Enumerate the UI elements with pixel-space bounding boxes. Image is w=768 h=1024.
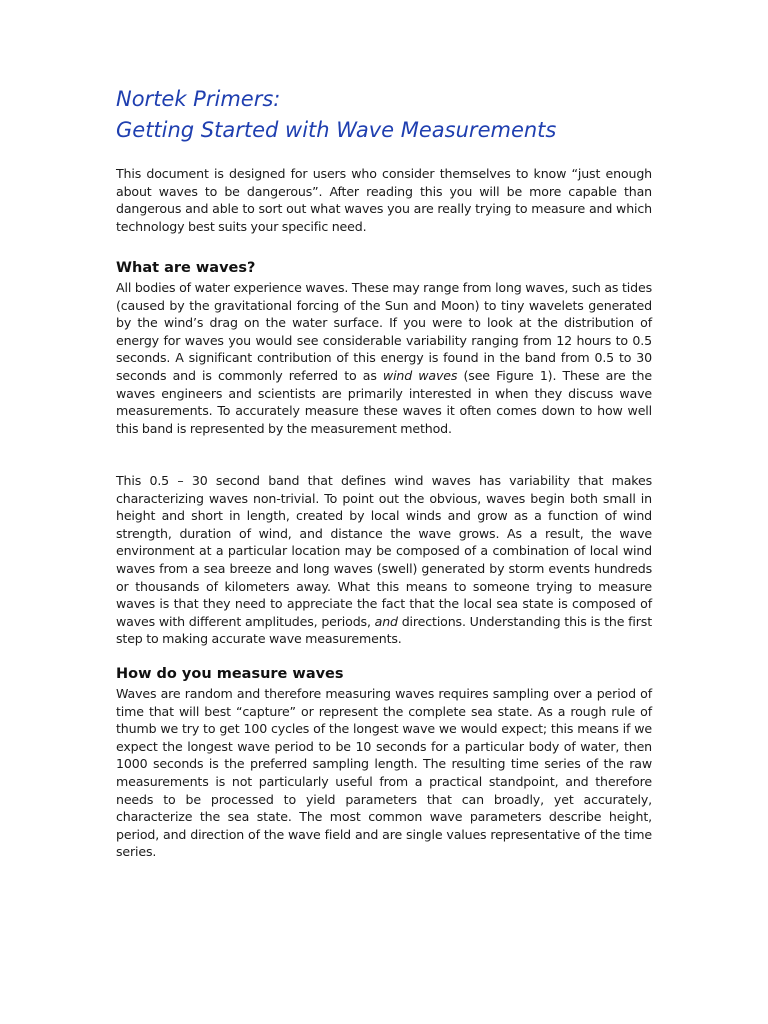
what-are-waves-block <box>116 279 652 437</box>
para-text: This 0.5 – 30 second band that defines wind waves has variability that makes characterizing waves non-trivial. To point out the obvious, waves begin both small in height and short in length, created by local winds and grow as a function of wind strength, duration of wind, and distance the wave grows. As a result, the wave environment at a particular location may be composed of a combination of local wind waves from a sea breeze and long waves (swell) generated by storm events hundreds or thousands of kilometers away. What this means to someone trying to measure waves is that they need to appreciate the fact that the local sea state is composed of waves with different amplitudes, periods, <box>116 473 652 629</box>
intro-block <box>116 165 652 235</box>
what-are-waves-block-2 <box>116 472 652 648</box>
how-measure-paragraph-1: Waves are random and therefore measuring waves requires sampling over a period of time that will best “capture” or represent the complete sea state. As a rough rule of thumb we try to get 100 cycles of the longest wave we would expect; this means if we expect the longest wave period to be 10 seconds for a particular body of water, then 1000 seconds is the preferred sampling length. The resulting time series of the raw measurements is not particularly useful from a practical standpoint, and therefore needs to be processed to yield parameters that can broadly, yet accurately, characterize the sea state. The most common wave parameters describe height, period, and direction of the wave field and are single values representative of the time series. <box>116 686 652 860</box>
document-title-line-1: Nortek Primers: <box>116 87 281 111</box>
wind-waves-term: wind waves <box>382 367 458 383</box>
document-title-line-2: Getting Started with Wave Measurements <box>116 118 557 142</box>
para-text: All bodies of water experience waves. These may range from long waves, such as tides (caused by the gravitational forcing of the Sun and Moon) to tiny wavelets generated by the wind’s drag on the water surface. If you were to look at the distribution of energy for waves you would see considerable variability ranging from 12 hours to 0.5 seconds. A significant contribution of this energy is found in the band from 0.5 to 30 seconds and is commonly referred to as <box>116 280 652 383</box>
intro-paragraph: This document is designed for users who consider themselves to know “just enough about waves to be dangerous”. After reading this you will be more capable than dangerous and able to sort out what waves you are really trying to measure and which technology best suits your specific need. <box>116 166 652 234</box>
what-are-waves-paragraph-2 <box>116 472 652 648</box>
section-heading-how-measure: How do you measure waves <box>116 666 344 682</box>
para-text: (see Figure 1). These are the waves engineers and scientists are primarily interested in when they discuss wave measurements. To accurately measure these waves it often comes down to how well this band is represented by the measurement method. <box>116 367 652 436</box>
and-emphasis: and <box>374 613 398 629</box>
para-text: directions. Understanding this is the first step to making accurate wave measurements. <box>116 613 652 647</box>
how-measure-block <box>116 685 652 861</box>
section-heading-what-are-waves: What are waves? <box>116 260 256 276</box>
what-are-waves-paragraph-1 <box>116 279 652 437</box>
